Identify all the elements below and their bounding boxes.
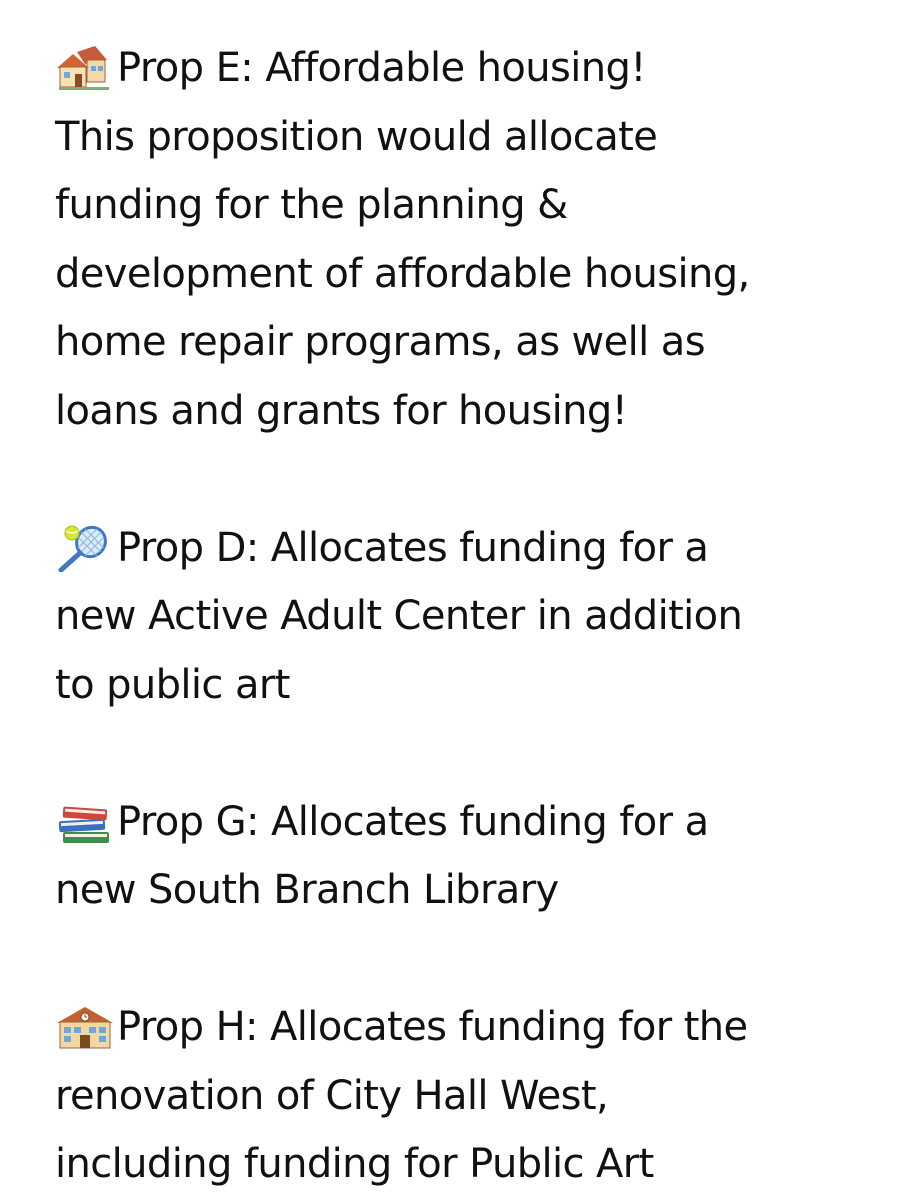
prop-d-text-line: new Active Adult Center in addition xyxy=(55,593,743,639)
prop-g-section xyxy=(55,788,905,925)
prop-e-heading: Prop E: Affordable housing! xyxy=(117,45,646,91)
prop-g-heading-line xyxy=(55,788,905,857)
prop-e-section xyxy=(55,34,905,445)
propositions-document xyxy=(55,34,905,1199)
prop-h-text-line: including funding for Public Art xyxy=(55,1141,654,1187)
paragraph-spacer xyxy=(55,925,905,994)
prop-g-heading: Prop G: Allocates funding for a xyxy=(117,798,709,845)
prop-h-text-line: renovation of City Hall West, xyxy=(55,1072,609,1119)
prop-d-section xyxy=(55,514,905,720)
prop-e-heading-line xyxy=(55,34,905,103)
prop-e-text-line: This proposition would allocate xyxy=(55,113,658,160)
paragraph-spacer xyxy=(55,445,905,514)
prop-e-text-line: home repair programs, as well as xyxy=(55,319,705,365)
prop-d-text-line: to public art xyxy=(55,661,290,708)
prop-d-heading-line xyxy=(55,514,905,583)
school-building-icon xyxy=(55,1003,115,1051)
prop-h-heading-line xyxy=(55,993,905,1062)
prop-h-section xyxy=(55,993,905,1199)
books-icon xyxy=(55,798,115,846)
prop-e-text-line: loans and grants for housing! xyxy=(55,387,628,434)
prop-h-heading: Prop H: Allocates funding for the xyxy=(117,1004,748,1050)
paragraph-spacer xyxy=(55,719,905,788)
tennis-racket-icon xyxy=(55,524,115,572)
prop-g-text-line: new South Branch Library xyxy=(55,867,559,913)
prop-e-text-line: development of affordable housing, xyxy=(55,250,750,297)
prop-d-heading: Prop D: Allocates funding for a xyxy=(117,524,709,571)
prop-e-text-line: funding for the planning & xyxy=(55,182,568,228)
houses-icon xyxy=(55,44,115,92)
